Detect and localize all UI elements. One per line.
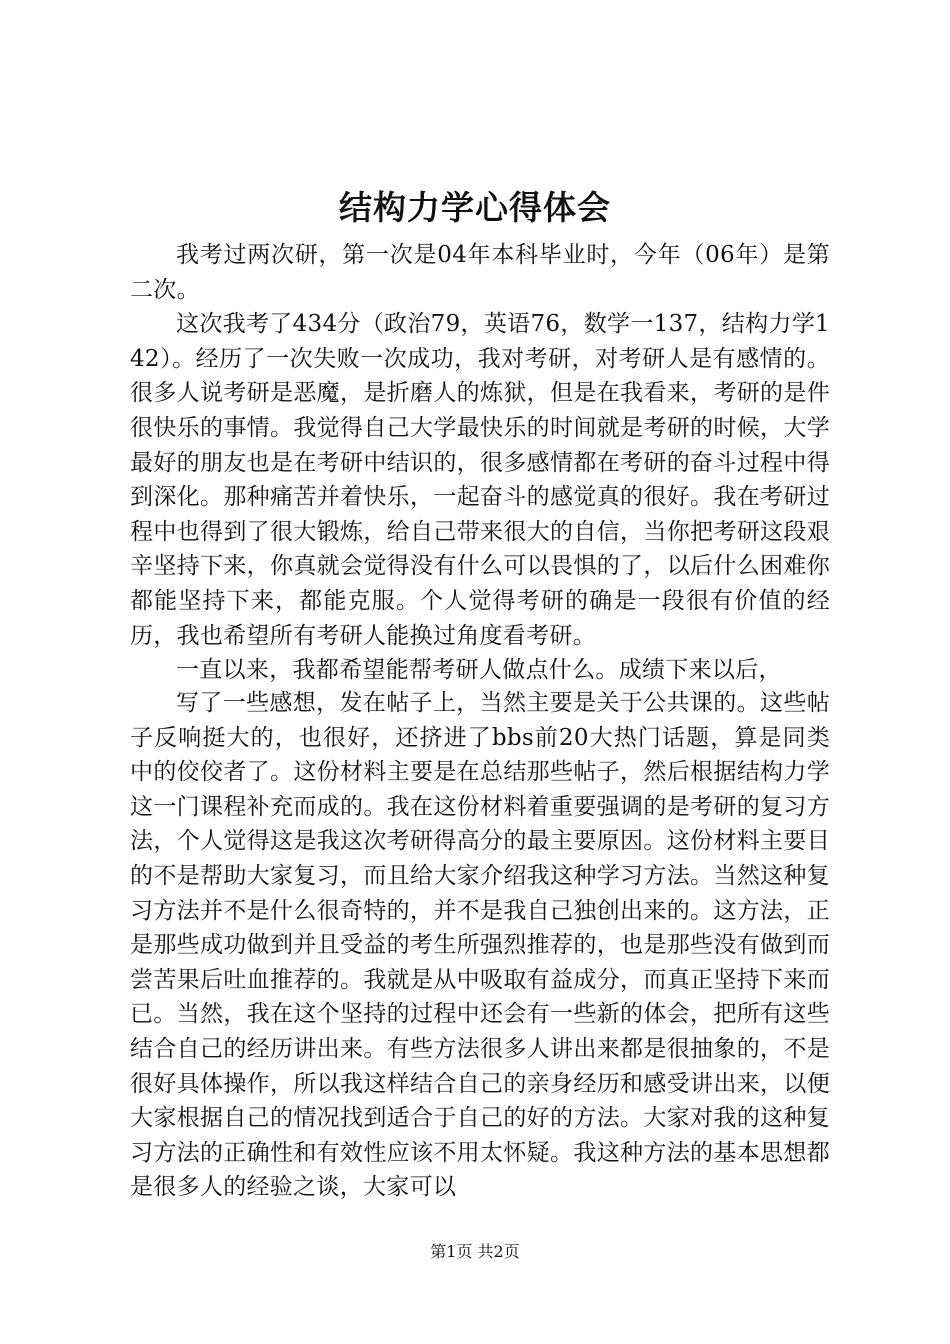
body-text-lower <box>130 686 830 1205</box>
paragraph: 我考过两次研，第一次是04年本科毕业时，今年（06年）是第二次。 <box>130 242 830 303</box>
body-text-upper <box>130 238 830 688</box>
page-footer: 第1页 共2页 <box>430 1242 520 1261</box>
paragraph: 一直以来，我都希望能帮考研人做点什么。成绩下来以后， <box>176 657 782 684</box>
paragraph: 写了一些感想，发在帖子上，当然主要是关于公共课的。这些帖子反响挺大的，也很好，还挤进了bbs前20大热门话题，算是同类中的佼佼者了。这份材料主要是在总结那些帖子，然后根据结构力学这一门课程补充而成的。我在这份材料着重要强调的是考研的复习方法，个人觉得这是我这次考研得高分的最主要原因。这份材料主要目的不是帮助大家复习，而且给大家介绍我这种学习方法。当然这种复习方法并不是什么很奇特的，并不是我自己独创出来的。这方法，正是那些成功做到并且受益的考生所强烈推荐的，也是那些没有做到而尝苦果后吐血推荐的。我就是从中吸取有益成分，而真正坚持下来而已。当然，我在这个坚持的过程中还会有一些新的体会，把所有这些结合自己的经历讲出来。有些方法很多人讲出来都是很抽象的，不是很好具体操作，所以我这样结合自己的亲身经历和感受讲出来，以便大家根据自己的情况找到适合于自己的好的方法。大家对我的这种复习方法的正确性和有效性应该不用太怀疑。我这种方法的基本思想都是很多人的经验之谈，大家可以 <box>130 690 830 1201</box>
paragraph: 这次我考了434分（政治79，英语76，数学一137，结构力学142）。经历了一次失败一次成功，我对考研，对考研人是有感情的。很多人说考研是恶魔，是折磨人的炼狱，但是在我看来，考研的是件很快乐的事情。我觉得自己大学最快乐的时间就是考研的时候，大学最好的朋友也是在考研中结识的，很多感情都在考研的奋斗过程中得到深化。那种痛苦并着快乐，一起奋斗的感觉真的很好。我在考研过程中也得到了很大锻炼，给自己带来很大的自信，当你把考研这段艰辛坚持下来，你真就会觉得没有什么可以畏惧的了，以后什么困难你都能坚持下来，都能克服。个人觉得考研的确是一段很有价值的经历，我也希望所有考研人能换过角度看考研。 <box>130 311 830 649</box>
document-title: 结构力学心得体会 <box>339 188 611 227</box>
